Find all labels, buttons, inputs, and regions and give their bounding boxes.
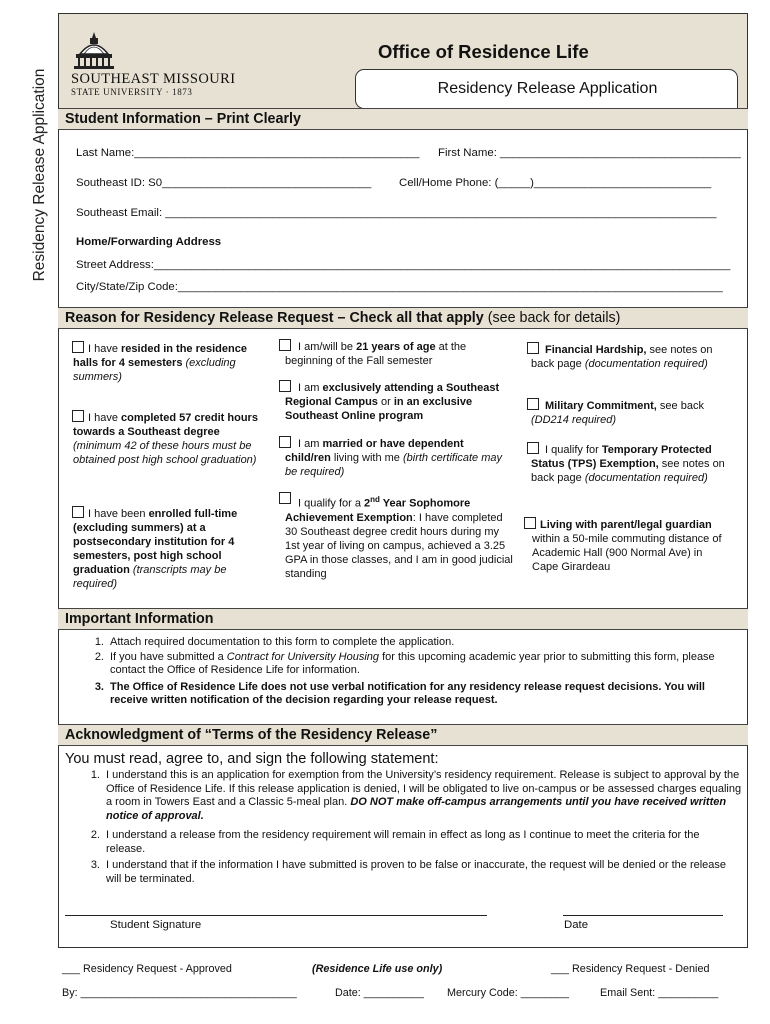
street-address-field[interactable]: Street Address:___________________________________________________________________________________________ bbox=[76, 259, 731, 271]
acknowledgment-item-2: 2. I understand a release from the residency requirement will remain in effect as long as I continue to meet the criteria for the release. bbox=[90, 829, 700, 855]
option-financial: Financial Hardship, see notes on back page (documentation required) bbox=[531, 344, 713, 370]
southeast-id-field[interactable]: Southeast ID: S0_________________________________ bbox=[76, 177, 372, 189]
date-label: Date bbox=[564, 919, 589, 931]
approved-field[interactable]: ___ Residency Request - Approved bbox=[62, 963, 232, 975]
option-age: I am/will be 21 years of age at the beginning of the Fall semester bbox=[285, 341, 467, 367]
acknowledgment-heading: Acknowledgment of “Terms of the Residency Release” bbox=[58, 724, 748, 746]
option-enrolled: I have been enrolled full-time (excluding summers) at a postsecondary institution for 4 semesters, post high school graduation (transcripts may be required) bbox=[73, 508, 238, 590]
option-resided: I have resided in the residence halls for 4 semesters (excluding summers) bbox=[73, 343, 247, 383]
mercury-code-field[interactable]: Mercury Code: ________ bbox=[447, 987, 569, 999]
first-name-field[interactable]: First Name: ______________________________________ bbox=[438, 147, 741, 159]
option-military: Military Commitment, see back (DD214 required) bbox=[531, 400, 704, 426]
last-name-field[interactable]: Last Name:_____________________________________________ bbox=[76, 147, 420, 159]
email-sent-field[interactable]: Email Sent: __________ bbox=[600, 987, 719, 999]
logo-name: SOUTHEAST MISSOURI bbox=[71, 71, 236, 87]
signature-line[interactable] bbox=[65, 915, 487, 916]
important-item-3: 3. The Office of Residence Life does not use verbal notification for any residency release request decisions. You will receive written notification of the decision regarding your release request. bbox=[94, 681, 705, 706]
acknowledgment-item-1: 1. I understand this is an application for exemption from the University’s residency requirement. Release is subject to approval by the Office of Residence Life. If this release application is denied, I will be obligated to live on-campus or be assessed charges equaling a room in Towers East and a Classic 5-meal plan. DO NOT make off-campus arrangements until you have received written notice of approval. bbox=[90, 769, 742, 822]
form-title: Residency Release Application bbox=[355, 69, 738, 109]
important-item-1: 1. Attach required documentation to this form to complete the application. bbox=[94, 636, 455, 648]
office-title: Office of Residence Life bbox=[378, 41, 589, 62]
logo-subname: STATE UNIVERSITY · 1873 bbox=[71, 87, 193, 97]
important-item-2: 2. If you have submitted a Contract for University Housing for this upcoming academic year prior to submitting this form, please contact the Office of Residence Life for information. bbox=[94, 651, 715, 676]
home-address-label: Home/Forwarding Address bbox=[76, 236, 222, 248]
side-title: Residency Release Application bbox=[31, 68, 48, 282]
date-line[interactable] bbox=[563, 915, 723, 916]
reason-heading: Reason for Residency Release Request – Check all that apply (see back for details) bbox=[58, 307, 748, 329]
option-married: I am married or have dependent child/ren living with me (birth certificate may be required) bbox=[285, 438, 503, 478]
option-living-parent: Living with parent/legal guardian within a 50-mile commuting distance of Academic Hall (900 Normal Ave) in Cape Girardeau bbox=[532, 519, 722, 573]
city-state-zip-field[interactable]: City/State/Zip Code:______________________________________________________________________________________ bbox=[76, 281, 723, 293]
option-sophomore: I qualify for a 2nd Year Sophomore Achievement Exemption: I have completed 30 Southeast degree credit hours during my 1st year of living on campus, achieved a 3.25 GPA in those classes, and I am in good judicial standing bbox=[285, 495, 513, 580]
by-field[interactable]: By: ____________________________________ bbox=[62, 987, 297, 999]
university-logo-icon bbox=[72, 30, 116, 70]
option-regional-campus: I am exclusively attending a Southeast Regional Campus or in an exclusive Southeast Online program bbox=[285, 382, 500, 422]
option-tps: I qualify for Temporary Protected Status (TPS) Exemption, see notes on back page (documentation required) bbox=[531, 444, 725, 484]
office-date-field[interactable]: Date: __________ bbox=[335, 987, 424, 999]
option-credit-hours: I have completed 57 credit hours towards a Southeast degree (minimum 42 of these hours must be obtained post high school graduation) bbox=[73, 412, 258, 466]
acknowledgment-intro: You must read, agree to, and sign the following statement: bbox=[65, 751, 439, 767]
student-info-heading: Student Information – Print Clearly bbox=[58, 108, 748, 130]
denied-field[interactable]: ___ Residency Request - Denied bbox=[551, 963, 710, 975]
signature-label: Student Signature bbox=[110, 919, 202, 931]
phone-field[interactable]: Cell/Home Phone: (_____)____________________________ bbox=[399, 177, 712, 189]
email-field[interactable]: Southeast Email: _______________________________________________________________________________________ bbox=[76, 207, 717, 219]
acknowledgment-item-3: 3. I understand that if the information I have submitted is proven to be false or inaccurate, the request will be denied or the release will be terminated. bbox=[90, 859, 727, 885]
important-heading: Important Information bbox=[58, 608, 748, 630]
office-use-label: (Residence Life use only) bbox=[312, 963, 443, 975]
